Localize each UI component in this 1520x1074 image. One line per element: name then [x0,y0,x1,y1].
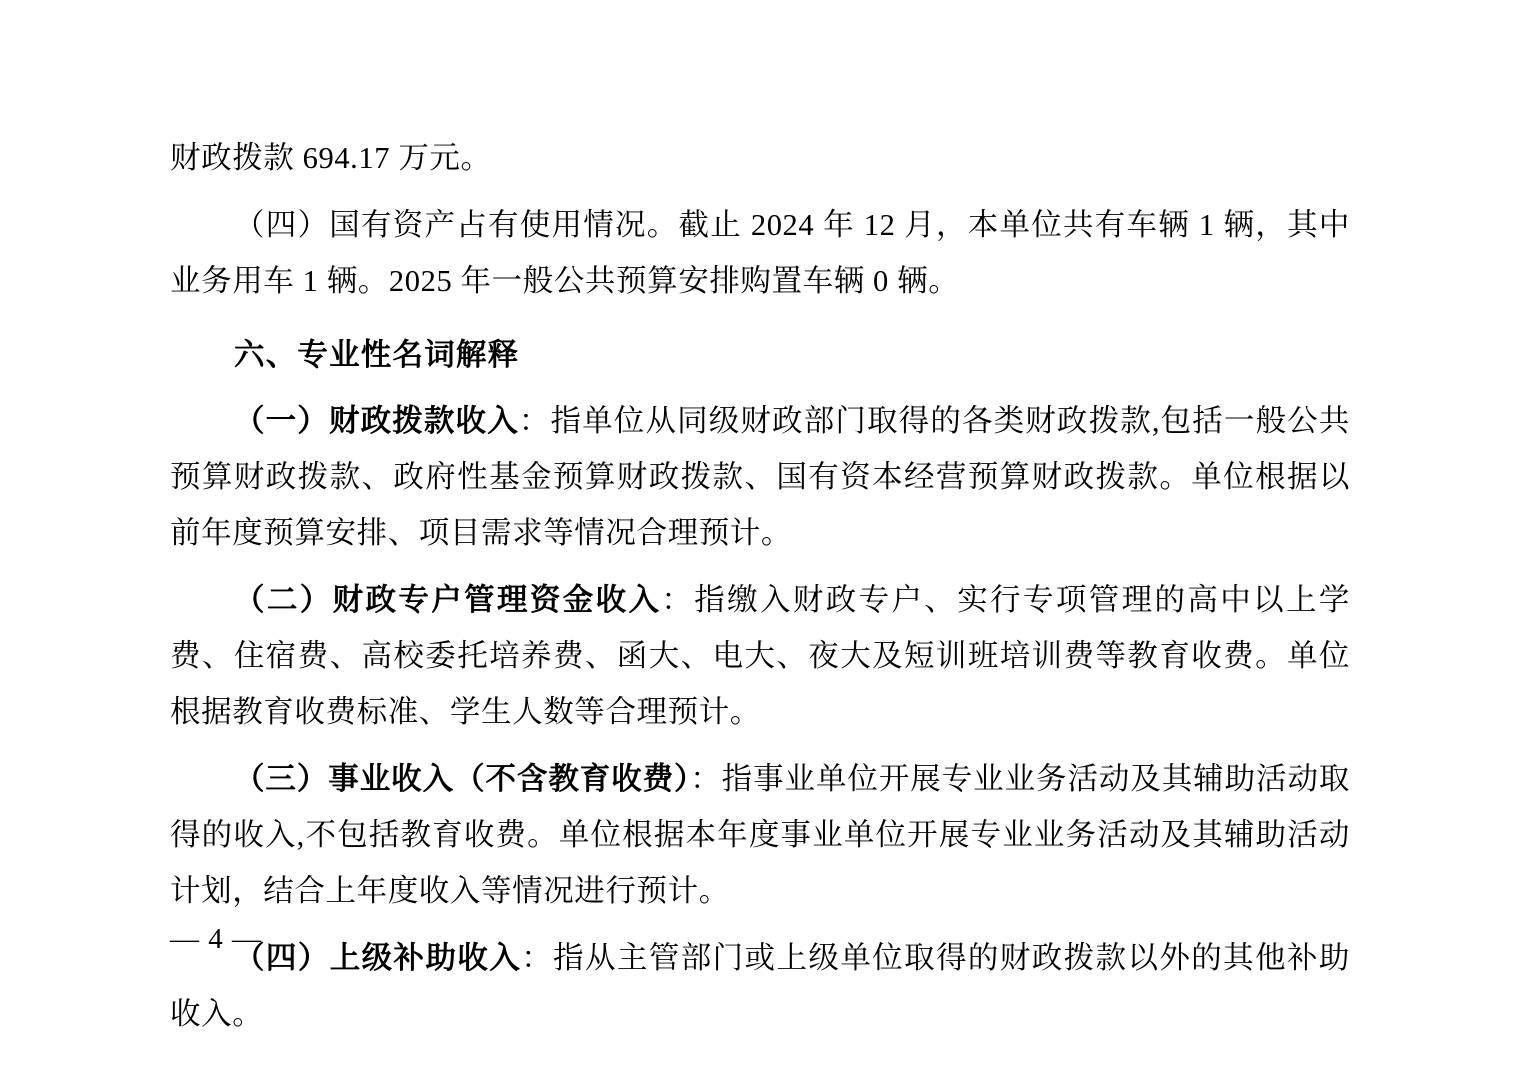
term-text: ：指单位从同级财政部门取得的各类财政拨款,包括一般公共预算财政拨款、政府性基金预算财政拨款、国有资本经营预算财政拨款。单位根据以前年度预算安排、项目需求等情况合理预计。 [170,404,1350,550]
term-text: ：指从主管部门或上级单位取得的财政拨款以外的其他补助收入。 [170,941,1350,1031]
term-label: （三）事业收入（不含教育收费） [234,762,691,796]
term-superior-subsidy-income [170,930,1350,1042]
term-text: ：指事业单位开展专业业务活动及其辅助活动取得的收入,不包括教育收费。单位根据本年度事业单位开展专业业务活动及其辅助活动计划，结合上年度收入等情况进行预计。 [170,762,1351,908]
term-business-income [170,751,1350,919]
document-body [170,130,1350,1042]
paragraph-state-assets: （四）国有资产占有使用情况。截止 2024 年 12 月，本单位共有车辆 1 辆，其中业务用车 1 辆。2025 年一般公共预算安排购置车辆 0 辆。 [170,208,1350,298]
page-number: — 4 — [170,923,262,955]
term-label: （一）财政拨款收入 [234,404,519,438]
section-heading-terms: 六、专业性名词解释 [234,338,520,372]
paragraph-carryover-funding: 财政拨款 694.17 万元。 [170,141,492,175]
term-text: ：指缴入财政专户、实行专项管理的高中以上学费、住宿费、高校委托培养费、函大、电大、夜大及短训班培训费等教育收费。单位根据教育收费标准、学生人数等合理预计。 [170,583,1350,729]
term-label: （四）上级补助收入 [234,941,522,975]
term-fiscal-appropriation-income [170,393,1350,561]
term-special-account-income [170,572,1350,740]
term-label: （二）财政专户管理资金收入 [234,583,662,617]
